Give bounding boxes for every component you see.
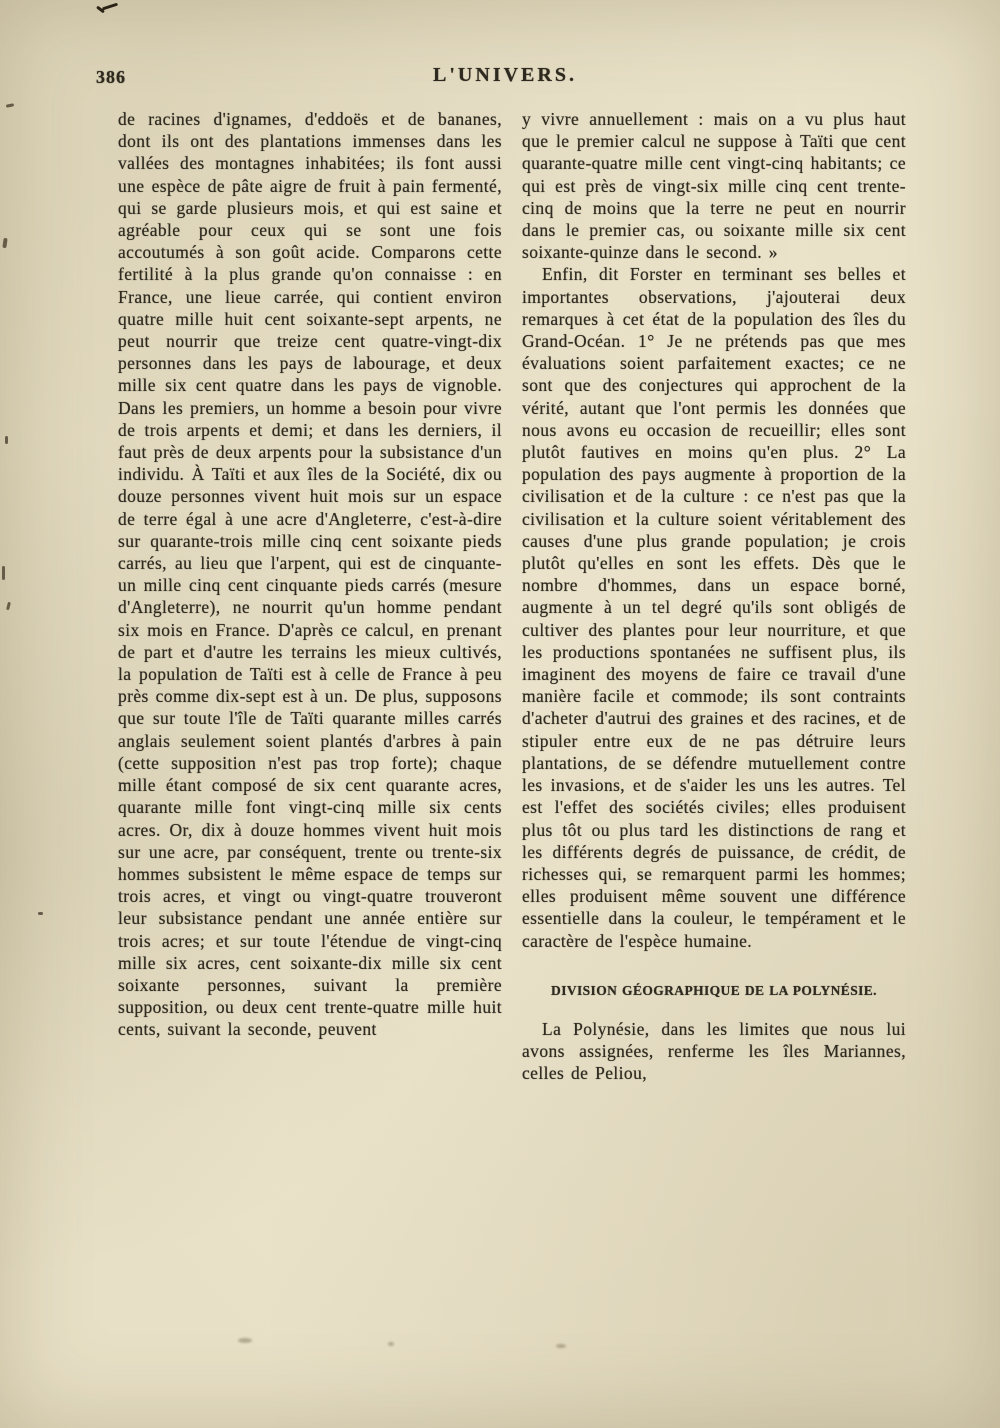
bottom-smudge — [388, 1342, 394, 1346]
edge-speck — [6, 602, 11, 610]
page-title: L'UNIVERS. — [433, 64, 577, 86]
paragraph: Enfin, dit Forster en terminant ses belles et importantes observations, j'ajouterai deux remarques à cet état de la population des îles du Grand-Océan. 1° Je ne prétends pas que mes évaluations soient parfaitement exactes; ce ne sont que des conjectures qui approchent de la vérité, autant que l'ont permis les données que nous avons eu occasion de recueillir; elles sont plutôt fautives en moins qu'en plus. 2° La population des pays augmente à proportion de la civilisation et de la culture : ce n'est pas que la civilisation et la culture soient véritablement des causes d'une plus grande population; je crois plutôt qu'elles en sont les effets. Dès que le nombre d'hommes, dans un espace borné, augmente à un tel degré qu'ils sont obligés de cultiver des plantes pour leur nourriture, et que les productions spontanées ne suffisent plus, ils imaginent des moyens de faire ce travail d'une manière facile et commode; ils sont contraints d'acheter d'autrui des graines et des racines, et de stipuler entre eux de ne pas détruire leurs plantations, de se défendre mutuellement contre les invasions, et de s'aider les uns les autres. Tel est l'effet des sociétés civiles; elles produisent plus tôt ou plus tard les distinctions de rang et les différents degrés de puissance, de crédit, de richesses qui, se remarquent parmi les hommes; elles produisent même souvent une différence essentielle dans la couleur, le tempérament et le caractère de l'espèce humaine. — [522, 264, 906, 951]
bottom-smudge — [556, 1344, 566, 1348]
left-column — [118, 108, 502, 1085]
page-number: 386 — [96, 67, 126, 87]
running-header — [96, 64, 914, 92]
edge-speck — [5, 436, 8, 444]
section-heading: DIVISION GÉOGRAPHIQUE DE LA POLYNÉSIE. — [551, 982, 877, 998]
ink-tick-mark — [96, 2, 118, 14]
paragraph: y vivre annuellement : mais on a vu plus haut que le premier calcul ne suppose à Taïti que cent quarante-quatre mille cent vingt-cinq habitants; ce qui est près de vingt-six mille cinq cent trente-cinq de moins que la terre ne peut en nourrir dans le premier cas, ou soixante mille six cent soixante-quinze dans le second. » — [522, 109, 906, 263]
paragraph: de racines d'ignames, d'eddoës et de bananes, dont ils ont des plantations immenses dans les vallées des montagnes inhabitées; ils font aussi une espèce de pâte aigre de fruit à pain fermenté, qui se garde plusieurs mois, et qui est saine et agréable pour ceux qui se sont une fois accoutumés à son goût acide. Comparons cette fertilité à la plus grande qu'on connaisse : en France, une lieue carrée, qui contient environ quatre mille huit cent soixante-sept arpents, ne peut nourrir que treize cent quatre-vingt-dix personnes dans les pays de labourage, et deux mille six cent quatre dans les pays de vignoble. Dans les premiers, un homme a besoin pour vivre de trois arpents et demi; et dans les derniers, il faut près de deux arpents pour la subsistance d'un individu. À Taïti et aux îles de la Société, dix ou douze personnes vivent huit mois sur un espace de terre égal à une acre d'Angleterre, c'est-à-dire sur quarante-trois mille cinq cent soixante pieds carrés, au lieu que l'arpent, qui est de cinquante-un mille cinq cent cinquante pieds carrés (mesure d'Angleterre), ne nourrit qu'un homme pendant six mois en France. D'après ce calcul, en prenant de part et d'autre les terrains les mieux cultivés, la population de Taïti est à celle de France à peu près comme dix-sept est à un. De plus, supposons que sur toute l'île de Taïti quarante milles carrés anglais seulement soient plantés d'arbres à pain (cette supposition n'est pas trop forte); chaque mille étant composé de six cent quarante acres, quarante mille font vingt-cinq mille six cents acres. Or, dix à douze hommes vivent huit mois sur une acre, par conséquent, trente ou trente-six hommes subsistent le même espace de temps sur trois acres, et vingt ou vingt-quatre trouveront leur subsistance pendant une année entière sur trois acres; et sur toute l'étendue de vingt-cinq mille six acres, cent soixante-dix mille six cent soixante personnes, suivant la première supposition, ou deux cent trente-quatre mille huit cents, suivant la seconde, peuvent — [118, 109, 502, 1040]
edge-speck — [38, 912, 43, 915]
edge-speck — [2, 238, 7, 248]
edge-speck — [6, 103, 14, 108]
text-columns — [118, 108, 906, 1085]
bottom-smudge — [238, 1338, 252, 1343]
right-column — [522, 108, 906, 1085]
ink-tick-stroke — [102, 3, 118, 11]
edge-speck — [2, 566, 5, 580]
paragraph: La Polynésie, dans les limites que nous lui avons assignées, renferme les îles Mariannes, celles de Peliou, — [522, 1018, 906, 1084]
